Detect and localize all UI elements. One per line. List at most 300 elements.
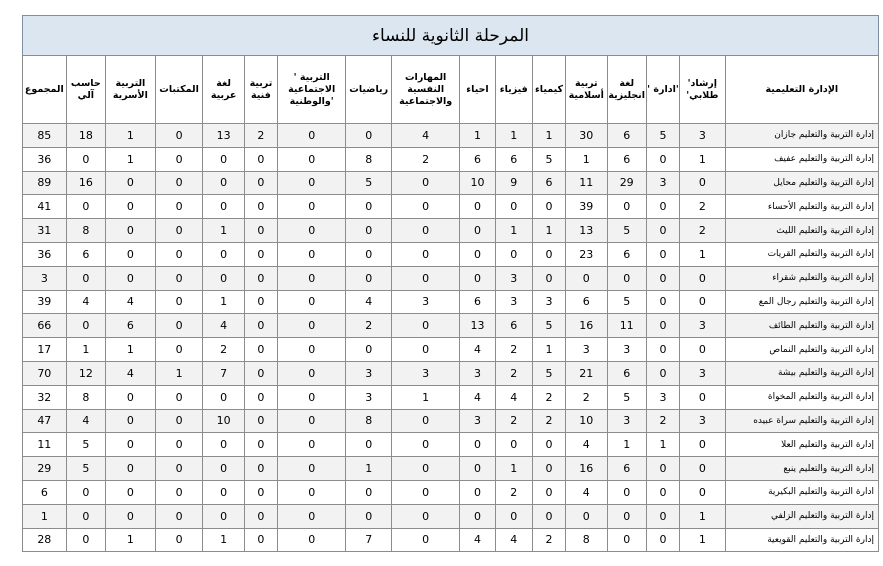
department-cell: إدارة التربية والتعليم النماص: [725, 338, 878, 362]
count-cell: 1: [66, 338, 105, 362]
count-cell: 2: [495, 361, 532, 385]
count-cell: 16: [566, 314, 607, 338]
count-cell: 0: [646, 195, 679, 219]
department-cell: إدارة التربية والتعليم الليث: [725, 219, 878, 243]
count-cell: 4: [106, 361, 156, 385]
count-cell: 0: [532, 266, 565, 290]
count-cell: 3: [391, 290, 459, 314]
count-cell: 6: [460, 290, 495, 314]
count-cell: 0: [244, 195, 277, 219]
count-cell: 0: [244, 385, 277, 409]
count-cell: 4: [66, 290, 105, 314]
count-cell: 4: [391, 124, 459, 148]
count-cell: 0: [244, 338, 277, 362]
count-cell: 6: [607, 147, 646, 171]
count-cell: 0: [391, 266, 459, 290]
count-cell: 0: [244, 219, 277, 243]
count-cell: 4: [66, 409, 105, 433]
count-cell: 0: [391, 171, 459, 195]
count-cell: 13: [203, 124, 244, 148]
count-cell: 0: [460, 266, 495, 290]
department-cell: إدارة التربية والتعليم ينبع: [725, 457, 878, 481]
count-cell: 2: [680, 219, 726, 243]
table-title: المرحلة الثانوية للنساء: [22, 15, 879, 55]
count-cell: 0: [680, 457, 726, 481]
table-row: [23, 124, 879, 148]
count-cell: 13: [460, 314, 495, 338]
count-cell: 1: [203, 290, 244, 314]
count-cell: 0: [106, 504, 156, 528]
department-cell: إدارة التربية والتعليم سراة عبيده: [725, 409, 878, 433]
count-cell: 4: [566, 480, 607, 504]
count-cell: 1: [680, 528, 726, 552]
count-cell: 0: [155, 124, 203, 148]
count-cell: 1: [106, 528, 156, 552]
count-cell: 39: [23, 290, 67, 314]
count-cell: 0: [646, 338, 679, 362]
count-cell: 41: [23, 195, 67, 219]
count-cell: 0: [646, 528, 679, 552]
count-cell: 0: [278, 528, 346, 552]
count-cell: 0: [532, 242, 565, 266]
department-cell: إدارة التربية والتعليم القريات: [725, 242, 878, 266]
count-cell: 0: [646, 314, 679, 338]
data-table: [22, 55, 879, 552]
count-cell: 9: [495, 171, 532, 195]
count-cell: 8: [346, 147, 392, 171]
count-cell: 5: [607, 290, 646, 314]
count-cell: 0: [391, 528, 459, 552]
count-cell: 0: [278, 433, 346, 457]
count-cell: 1: [646, 433, 679, 457]
count-cell: 85: [23, 124, 67, 148]
count-cell: 0: [460, 195, 495, 219]
count-cell: 2: [646, 409, 679, 433]
count-cell: 0: [391, 314, 459, 338]
count-cell: 1: [495, 219, 532, 243]
column-header: تربية فنية: [244, 56, 277, 124]
count-cell: 0: [460, 242, 495, 266]
count-cell: 0: [203, 266, 244, 290]
count-cell: 0: [532, 457, 565, 481]
count-cell: 36: [23, 242, 67, 266]
count-cell: 0: [203, 480, 244, 504]
column-header: المهارات النفسية والاجتماعية: [391, 56, 459, 124]
count-cell: 0: [646, 266, 679, 290]
count-cell: 0: [391, 504, 459, 528]
count-cell: 6: [495, 314, 532, 338]
count-cell: 0: [244, 171, 277, 195]
count-cell: 0: [203, 171, 244, 195]
column-header: كيمياء: [532, 56, 565, 124]
count-cell: 6: [532, 171, 565, 195]
count-cell: 7: [203, 361, 244, 385]
count-cell: 0: [155, 314, 203, 338]
count-cell: 0: [155, 290, 203, 314]
count-cell: 7: [346, 528, 392, 552]
count-cell: 4: [566, 433, 607, 457]
count-cell: 2: [391, 147, 459, 171]
count-cell: 16: [66, 171, 105, 195]
count-cell: 4: [203, 314, 244, 338]
department-cell: إدارة التربية والتعليم بيشة: [725, 361, 878, 385]
count-cell: 3: [680, 409, 726, 433]
count-cell: 0: [244, 266, 277, 290]
count-cell: 21: [566, 361, 607, 385]
count-cell: 0: [244, 314, 277, 338]
count-cell: 0: [607, 528, 646, 552]
column-header: احياء: [460, 56, 495, 124]
count-cell: 5: [607, 385, 646, 409]
department-cell: إدارة التربية والتعليم جازان: [725, 124, 878, 148]
count-cell: 0: [646, 147, 679, 171]
count-cell: 0: [278, 314, 346, 338]
count-cell: 0: [278, 124, 346, 148]
count-cell: 0: [278, 385, 346, 409]
count-cell: 5: [646, 124, 679, 148]
count-cell: 8: [346, 409, 392, 433]
count-cell: 0: [680, 290, 726, 314]
count-cell: 3: [680, 124, 726, 148]
count-cell: 0: [278, 195, 346, 219]
count-cell: 11: [607, 314, 646, 338]
count-cell: 1: [680, 504, 726, 528]
count-cell: 0: [155, 385, 203, 409]
count-cell: 1: [532, 219, 565, 243]
count-cell: 1: [203, 528, 244, 552]
count-cell: 0: [278, 409, 346, 433]
count-cell: 0: [155, 242, 203, 266]
count-cell: 1: [23, 504, 67, 528]
count-cell: 0: [244, 433, 277, 457]
count-cell: 2: [495, 480, 532, 504]
count-cell: 3: [646, 385, 679, 409]
header-row: [23, 56, 879, 124]
count-cell: 0: [66, 195, 105, 219]
count-cell: 0: [155, 171, 203, 195]
count-cell: 0: [460, 433, 495, 457]
count-cell: 0: [155, 266, 203, 290]
table-row: [23, 457, 879, 481]
department-cell: إدارة التربية والتعليم العلا: [725, 433, 878, 457]
count-cell: 18: [66, 124, 105, 148]
count-cell: 0: [244, 147, 277, 171]
count-cell: 0: [532, 504, 565, 528]
count-cell: 1: [495, 457, 532, 481]
count-cell: 0: [391, 219, 459, 243]
count-cell: 0: [106, 385, 156, 409]
count-cell: 6: [607, 124, 646, 148]
count-cell: 17: [23, 338, 67, 362]
count-cell: 1: [532, 338, 565, 362]
table-row: [23, 433, 879, 457]
count-cell: 0: [203, 504, 244, 528]
count-cell: 0: [646, 480, 679, 504]
count-cell: 2: [532, 528, 565, 552]
count-cell: 1: [460, 124, 495, 148]
column-header: التربية الأسرية: [106, 56, 156, 124]
count-cell: 0: [646, 242, 679, 266]
count-cell: 0: [346, 219, 392, 243]
count-cell: 8: [566, 528, 607, 552]
count-cell: 0: [155, 338, 203, 362]
count-cell: 0: [106, 266, 156, 290]
count-cell: 0: [391, 242, 459, 266]
count-cell: 0: [680, 480, 726, 504]
count-cell: 0: [495, 195, 532, 219]
column-header: إرشاد' طلابي': [680, 56, 726, 124]
table-row: [23, 219, 879, 243]
count-cell: 0: [66, 147, 105, 171]
count-cell: 0: [278, 361, 346, 385]
count-cell: 0: [680, 385, 726, 409]
count-cell: 1: [106, 124, 156, 148]
count-cell: 0: [155, 195, 203, 219]
count-cell: 0: [646, 457, 679, 481]
count-cell: 0: [66, 480, 105, 504]
count-cell: 0: [155, 528, 203, 552]
count-cell: 1: [566, 147, 607, 171]
count-cell: 2: [244, 124, 277, 148]
count-cell: 0: [680, 433, 726, 457]
count-cell: 5: [607, 219, 646, 243]
department-cell: إدارة التربية والتعليم القويعية: [725, 528, 878, 552]
count-cell: 0: [278, 242, 346, 266]
table-row: [23, 266, 879, 290]
count-cell: 0: [278, 266, 346, 290]
count-cell: 0: [646, 361, 679, 385]
count-cell: 0: [346, 266, 392, 290]
count-cell: 0: [646, 219, 679, 243]
count-cell: 3: [460, 361, 495, 385]
count-cell: 3: [646, 171, 679, 195]
department-cell: إدارة التربية والتعليم الزلفي: [725, 504, 878, 528]
count-cell: 0: [203, 195, 244, 219]
count-cell: 32: [23, 385, 67, 409]
department-cell: إدارة التربية والتعليم الأحساء: [725, 195, 878, 219]
count-cell: 6: [23, 480, 67, 504]
count-cell: 3: [23, 266, 67, 290]
count-cell: 6: [66, 242, 105, 266]
count-cell: 1: [155, 361, 203, 385]
count-cell: 0: [278, 504, 346, 528]
count-cell: 0: [566, 266, 607, 290]
count-cell: 1: [607, 433, 646, 457]
count-cell: 66: [23, 314, 67, 338]
count-cell: 0: [106, 480, 156, 504]
count-cell: 1: [106, 147, 156, 171]
count-cell: 36: [23, 147, 67, 171]
count-cell: 0: [346, 195, 392, 219]
count-cell: 0: [391, 480, 459, 504]
count-cell: 10: [203, 409, 244, 433]
table-row: [23, 195, 879, 219]
count-cell: 1: [495, 124, 532, 148]
count-cell: 0: [460, 480, 495, 504]
table-row: [23, 338, 879, 362]
count-cell: 5: [66, 457, 105, 481]
count-cell: 0: [680, 266, 726, 290]
column-header: رياضيات: [346, 56, 392, 124]
count-cell: 8: [66, 219, 105, 243]
department-cell: إدارة التربية والتعليم عفيف: [725, 147, 878, 171]
count-cell: 0: [244, 457, 277, 481]
count-cell: 1: [680, 147, 726, 171]
count-cell: 29: [607, 171, 646, 195]
count-cell: 31: [23, 219, 67, 243]
count-cell: 0: [607, 504, 646, 528]
column-header: تربية أسلامية: [566, 56, 607, 124]
column-header: لغة عربية: [203, 56, 244, 124]
column-header: المكتبات: [155, 56, 203, 124]
count-cell: 0: [203, 147, 244, 171]
count-cell: 0: [607, 195, 646, 219]
count-cell: 0: [460, 219, 495, 243]
department-cell: إدارة التربية والتعليم شقراء: [725, 266, 878, 290]
count-cell: 0: [346, 338, 392, 362]
count-cell: 0: [155, 480, 203, 504]
count-cell: 1: [391, 385, 459, 409]
count-cell: 0: [203, 385, 244, 409]
count-cell: 0: [532, 433, 565, 457]
table-row: [23, 361, 879, 385]
count-cell: 10: [566, 409, 607, 433]
count-cell: 0: [346, 124, 392, 148]
count-cell: 0: [155, 409, 203, 433]
count-cell: 2: [532, 409, 565, 433]
count-cell: 1: [680, 242, 726, 266]
count-cell: 2: [532, 385, 565, 409]
column-header: التربية ' الاجتماعية 'والوطنية: [278, 56, 346, 124]
count-cell: 1: [346, 457, 392, 481]
department-cell: ادارة التربية والتعليم البكيرية: [725, 480, 878, 504]
table-row: [23, 504, 879, 528]
count-cell: 3: [460, 409, 495, 433]
count-cell: 0: [680, 338, 726, 362]
count-cell: 0: [244, 480, 277, 504]
count-cell: 2: [495, 409, 532, 433]
count-cell: 0: [278, 480, 346, 504]
count-cell: 3: [495, 266, 532, 290]
count-cell: 5: [346, 171, 392, 195]
count-cell: 0: [106, 195, 156, 219]
count-cell: 11: [23, 433, 67, 457]
count-cell: 0: [66, 504, 105, 528]
count-cell: 3: [566, 338, 607, 362]
count-cell: 89: [23, 171, 67, 195]
count-cell: 3: [532, 290, 565, 314]
count-cell: 0: [203, 457, 244, 481]
count-cell: 8: [66, 385, 105, 409]
count-cell: 0: [155, 504, 203, 528]
count-cell: 3: [680, 314, 726, 338]
table-row: [23, 409, 879, 433]
column-header: 'ادارة ': [646, 56, 679, 124]
count-cell: 0: [244, 290, 277, 314]
count-cell: 6: [607, 361, 646, 385]
count-cell: 0: [203, 433, 244, 457]
table-row: [23, 171, 879, 195]
count-cell: 0: [244, 504, 277, 528]
count-cell: 4: [346, 290, 392, 314]
count-cell: 0: [278, 457, 346, 481]
table-container: [22, 15, 879, 552]
count-cell: 6: [566, 290, 607, 314]
count-cell: 0: [203, 242, 244, 266]
count-cell: 0: [278, 338, 346, 362]
count-cell: 0: [66, 528, 105, 552]
count-cell: 3: [391, 361, 459, 385]
count-cell: 6: [460, 147, 495, 171]
count-cell: 0: [391, 433, 459, 457]
count-cell: 0: [607, 480, 646, 504]
count-cell: 0: [532, 195, 565, 219]
count-cell: 0: [646, 290, 679, 314]
count-cell: 11: [566, 171, 607, 195]
count-cell: 0: [106, 219, 156, 243]
count-cell: 6: [106, 314, 156, 338]
count-cell: 70: [23, 361, 67, 385]
count-cell: 0: [106, 171, 156, 195]
department-cell: إدارة التربية والتعليم محايل: [725, 171, 878, 195]
count-cell: 0: [346, 242, 392, 266]
count-cell: 0: [460, 457, 495, 481]
count-cell: 0: [244, 409, 277, 433]
count-cell: 0: [106, 242, 156, 266]
count-cell: 5: [532, 147, 565, 171]
count-cell: 5: [532, 314, 565, 338]
count-cell: 3: [346, 361, 392, 385]
count-cell: 4: [495, 385, 532, 409]
count-cell: 0: [566, 504, 607, 528]
table-body: [23, 124, 879, 552]
department-cell: إدارة التربية والتعليم الطائف: [725, 314, 878, 338]
column-header: المجموع: [23, 56, 67, 124]
count-cell: 0: [460, 504, 495, 528]
count-cell: 0: [66, 314, 105, 338]
count-cell: 0: [607, 266, 646, 290]
count-cell: 0: [244, 528, 277, 552]
count-cell: 0: [391, 195, 459, 219]
count-cell: 5: [532, 361, 565, 385]
count-cell: 0: [155, 147, 203, 171]
count-cell: 0: [66, 266, 105, 290]
count-cell: 0: [106, 457, 156, 481]
count-cell: 16: [566, 457, 607, 481]
count-cell: 6: [495, 147, 532, 171]
count-cell: 0: [346, 480, 392, 504]
count-cell: 12: [66, 361, 105, 385]
column-header: حاسب آلي: [66, 56, 105, 124]
table-row: [23, 385, 879, 409]
count-cell: 1: [203, 219, 244, 243]
count-cell: 6: [607, 242, 646, 266]
count-cell: 0: [495, 433, 532, 457]
column-header: لغة انجليزية: [607, 56, 646, 124]
count-cell: 0: [278, 290, 346, 314]
count-cell: 0: [391, 409, 459, 433]
table-row: [23, 314, 879, 338]
count-cell: 0: [244, 361, 277, 385]
table-row: [23, 242, 879, 266]
count-cell: 0: [495, 504, 532, 528]
count-cell: 0: [278, 219, 346, 243]
count-cell: 1: [532, 124, 565, 148]
table-row: [23, 480, 879, 504]
department-cell: إدارة التربية والتعليم المخواة: [725, 385, 878, 409]
count-cell: 4: [460, 528, 495, 552]
count-cell: 2: [495, 338, 532, 362]
